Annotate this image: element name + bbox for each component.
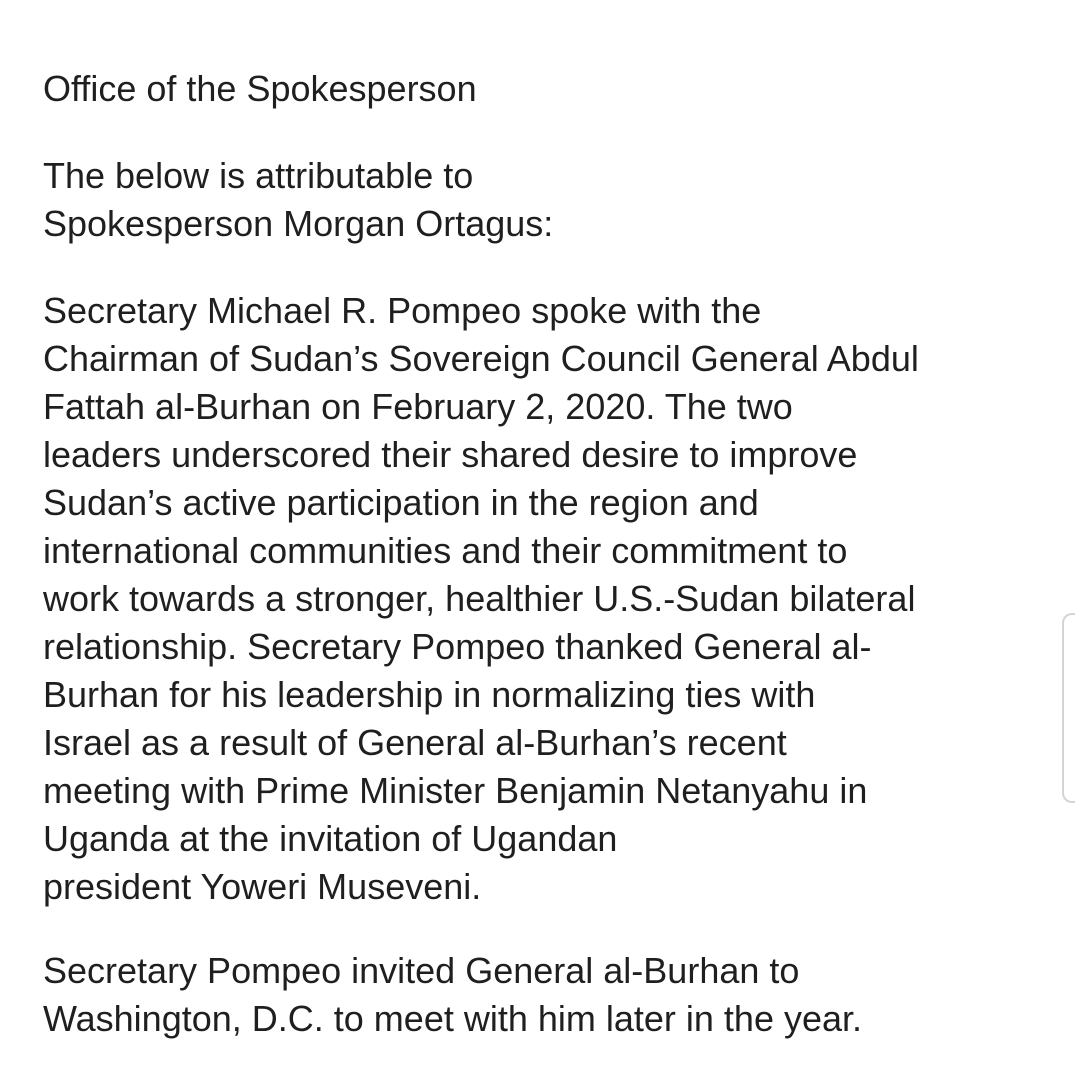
body-line: international communities and their commitment to xyxy=(43,530,848,571)
paragraph-spacer xyxy=(43,911,1053,947)
body-line: Uganda at the invitation of Ugandan xyxy=(43,818,618,859)
attribution-line: The below is attributable to xyxy=(43,155,474,196)
body-line: Fattah al-Burhan on February 2, 2020. The two xyxy=(43,386,793,427)
paragraph-spacer xyxy=(43,248,1053,287)
attribution-line: Spokesperson Morgan Ortagus: xyxy=(43,203,554,244)
body-line: relationship. Secretary Pompeo thanked General al- xyxy=(43,626,872,667)
paragraph-spacer xyxy=(43,113,1053,152)
closing-paragraph xyxy=(43,947,1053,1043)
attribution-paragraph xyxy=(43,152,1053,248)
body-line: president Yoweri Museveni. xyxy=(43,866,482,907)
scroll-handle-icon[interactable] xyxy=(1062,613,1075,803)
closing-line: Secretary Pompeo invited General al-Burhan to xyxy=(43,950,800,991)
closing-line: Washington, D.C. to meet with him later in the year. xyxy=(43,998,863,1039)
body-paragraph xyxy=(43,287,1053,911)
body-line: Burhan for his leadership in normalizing ties with xyxy=(43,674,816,715)
body-line: Israel as a result of General al-Burhan’s recent xyxy=(43,722,787,763)
body-line: meeting with Prime Minister Benjamin Netanyahu in xyxy=(43,770,868,811)
body-line: Sudan’s active participation in the region and xyxy=(43,482,759,523)
body-line: Secretary Michael R. Pompeo spoke with the xyxy=(43,290,762,331)
body-line: work towards a stronger, healthier U.S.-Sudan bilateral xyxy=(43,578,916,619)
office-line-text: Office of the Spokesperson xyxy=(43,68,477,109)
document-content xyxy=(43,65,1053,1043)
office-line xyxy=(43,65,1053,113)
body-line: leaders underscored their shared desire to improve xyxy=(43,434,858,475)
body-line: Chairman of Sudan’s Sovereign Council General Abdul xyxy=(43,338,919,379)
